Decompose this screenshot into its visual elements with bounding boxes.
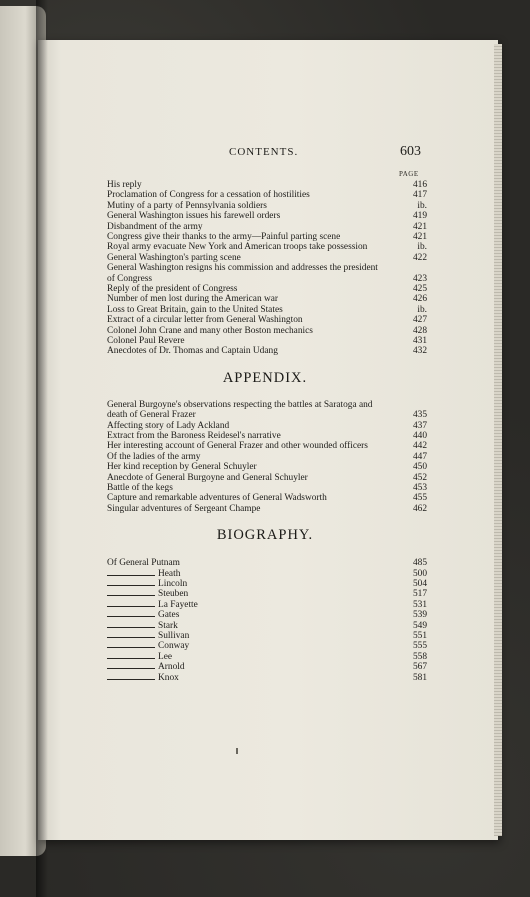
toc-entry-page: 427 [412, 315, 427, 326]
toc-entry [107, 336, 427, 347]
page-number: 603 [400, 144, 421, 159]
page-block-edge [494, 44, 502, 836]
toc-entry-page: 440 [412, 431, 427, 441]
toc-entry-title: General Washington issues his farewell orders [107, 211, 281, 222]
toc-entry [107, 326, 427, 337]
toc-entry-title: Her interesting account of General Frazer and other wounded officers [107, 441, 368, 452]
toc-entry-page: 422 [412, 252, 427, 263]
toc-entry-page: 426 [412, 294, 427, 305]
page-mark [236, 748, 238, 754]
page-column-label: PAGE [399, 170, 419, 178]
toc-entry [107, 315, 427, 326]
toc-entry-title: Disbandment of the army [107, 221, 203, 232]
toc-entry-page: 442 [412, 441, 427, 452]
biography-entry-page: 500 [412, 568, 427, 579]
ditto-rule [107, 647, 155, 648]
toc-entry [107, 493, 427, 504]
biography-entry-name: La Fayette [158, 599, 198, 610]
toc-entry [107, 263, 427, 284]
biography-entry-page: 504 [412, 579, 427, 589]
ditto-rule [107, 575, 155, 576]
biography-entry-name: Lincoln [158, 579, 188, 589]
toc-entry [107, 232, 427, 243]
toc-entry [107, 222, 427, 233]
toc-entry [107, 201, 427, 212]
toc-entry-title: Anecdote of General Burgoyne and General Schuyler [107, 472, 308, 483]
toc-entry-page: 431 [412, 336, 427, 346]
biography-entry-page: 539 [412, 610, 427, 621]
biography-heading: BIOGRAPHY. [216, 527, 314, 544]
toc-entry [107, 190, 427, 201]
toc-entry-title: Congress give their thanks to the army—Painful parting scene [107, 232, 341, 242]
biography-entry-page: 567 [412, 662, 427, 673]
toc-entry-title: Affecting story of Lady Ackland [107, 420, 230, 431]
biography-entry-name: Steuben [158, 589, 189, 600]
spine-shadow [36, 0, 48, 897]
ditto-rule [107, 637, 155, 638]
toc-entry [107, 452, 427, 463]
toc-entry-page: ib. [417, 200, 427, 211]
biography-entry-name: Knox [158, 672, 179, 683]
ditto-rule [107, 627, 155, 628]
biography-entry-name: Sullivan [158, 631, 190, 641]
toc-entry-page: 419 [412, 211, 427, 222]
toc-entry-title: Loss to Great Britain, gain to the United States [107, 304, 283, 315]
biography-entry-name: Gates [158, 610, 180, 621]
toc-entry [107, 180, 427, 191]
biography-entry-page: 555 [412, 641, 427, 652]
toc-entry-title: Proclamation of Congress for a cessation of hostilities [107, 190, 310, 201]
toc-entry-title: Battle of the kegs [107, 483, 173, 493]
toc-entry [107, 305, 427, 316]
ditto-rule [107, 585, 155, 586]
ditto-rule [107, 668, 155, 669]
toc-entry-page: 417 [412, 190, 427, 201]
toc-entry-page: 421 [412, 221, 427, 232]
toc-entry-title: Reply of the president of Congress [107, 284, 238, 294]
toc-entry [107, 441, 427, 452]
toc-entry-title: Colonel John Crane and many other Boston mechanics [107, 325, 313, 336]
biography-entry-name: Arnold [158, 662, 185, 673]
toc-entry-page: 428 [412, 325, 427, 336]
toc-entry-page: 447 [412, 451, 427, 462]
ditto-rule [107, 658, 155, 659]
toc-entry [107, 294, 427, 305]
appendix-heading: APPENDIX. [222, 369, 308, 386]
toc-entry-title: Mutiny of a party of Pennsylvania soldiers [107, 200, 267, 211]
biography-entry-name: Lee [158, 651, 173, 662]
toc-entry-page: 453 [412, 483, 427, 493]
toc-entry-page: ib. [417, 242, 427, 253]
toc-entry [107, 211, 427, 222]
biography-entry-page: 581 [412, 672, 427, 683]
toc-entry-title: Singular adventures of Sergeant Champe [107, 503, 261, 514]
toc-entry [107, 483, 427, 494]
toc-entry-page: 432 [412, 346, 427, 357]
biography-entry-name: Stark [158, 620, 178, 631]
toc-entry [107, 346, 427, 357]
biography-entry [107, 558, 427, 569]
toc-entry [107, 242, 427, 253]
toc-entry [107, 253, 427, 264]
toc-entry-page: 462 [412, 503, 427, 514]
toc-entry-page: 437 [412, 420, 427, 431]
biography-entry-page: 549 [412, 620, 427, 631]
toc-entry-title: Number of men lost during the American war [107, 294, 279, 305]
toc-entry-title: His reply [107, 180, 142, 190]
toc-entry [107, 504, 427, 515]
toc-entry-title: Her kind reception by General Schuyler [107, 462, 257, 473]
biography-entry-page: 485 [412, 558, 427, 569]
toc-entry [107, 284, 427, 295]
toc-entry-page: 421 [412, 232, 427, 242]
toc-entry-title: Extract of a circular letter from General Washington [107, 315, 303, 326]
running-head: CONTENTS. [229, 146, 299, 158]
toc-entry-title: Colonel Paul Revere [107, 336, 185, 346]
biography-entry-page: 551 [412, 631, 427, 641]
ditto-rule [107, 616, 155, 617]
toc-entry-title: Royal army evacuate New York and American troops take possession [107, 242, 368, 253]
toc-entry-page: ib. [417, 304, 427, 315]
toc-entry-title: Of the ladies of the army [107, 451, 201, 462]
toc-entry-title: Extract from the Baroness Reidesel's narrative [107, 431, 281, 441]
biography-entry-title: Of General Putnam [107, 558, 180, 569]
biography-entry-name: Conway [158, 641, 190, 652]
toc-entry-page: 423 [412, 273, 427, 284]
toc-entry-title: General Washington's parting scene [107, 252, 241, 263]
ditto-rule [107, 679, 155, 680]
toc-entry [107, 400, 427, 421]
toc-entry-page: 425 [412, 284, 427, 294]
toc-entry-page: 416 [412, 180, 427, 190]
toc-entry [107, 421, 427, 432]
toc-entry-title: Capture and remarkable adventures of General Wadsworth [107, 493, 327, 504]
toc-entry-title: Anecdotes of Dr. Thomas and Captain Udang [107, 346, 278, 357]
toc-entry-title: General Burgoyne's observations respecting the battles at Saratoga and death of General Frazer [107, 399, 373, 421]
toc-entry [107, 431, 427, 442]
page-header [0, 146, 530, 162]
toc-entry [107, 473, 427, 484]
biography-entry-name: Heath [158, 568, 181, 579]
toc-entry-page: 435 [412, 410, 427, 421]
biography-entry-page: 517 [412, 589, 427, 600]
ditto-rule [107, 606, 155, 607]
toc-entry [107, 462, 427, 473]
toc-entry-page: 455 [412, 493, 427, 504]
toc-entry-title: General Washington resigns his commission and addresses the president of Congress [107, 263, 378, 284]
ditto-rule [107, 595, 155, 596]
biography-entry-page: 531 [412, 599, 427, 610]
toc-entry-page: 450 [412, 462, 427, 473]
toc-entry-page: 452 [412, 472, 427, 483]
biography-entry-page: 558 [412, 651, 427, 662]
